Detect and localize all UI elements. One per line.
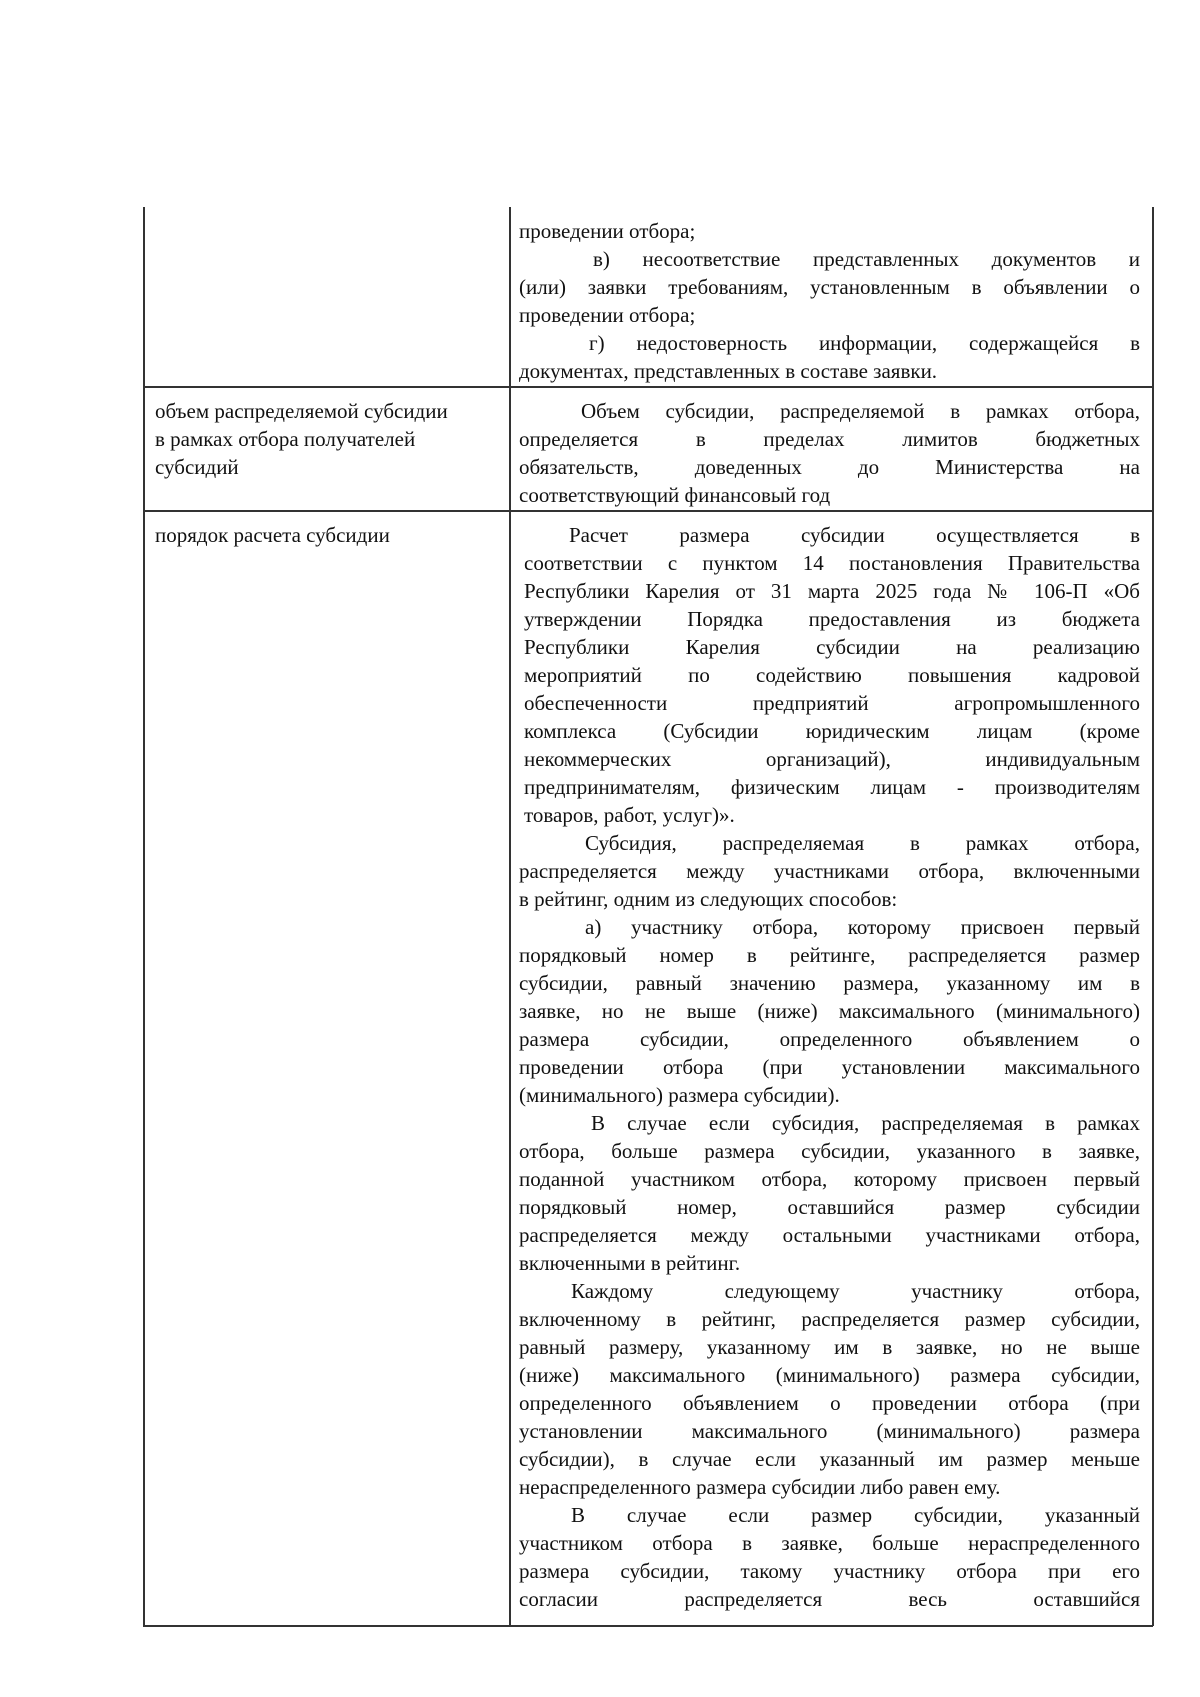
table-cell-line: проведении отбора;	[519, 219, 696, 243]
table-cell-line: г) недостоверность информации, содержащейся в	[589, 331, 1140, 355]
table-bottom-border	[143, 1625, 1153, 1627]
table-cell-line: распределяется между остальными участниками отбора,	[519, 1223, 1140, 1247]
table-cell-line: определяется в пределах лимитов бюджетных	[519, 427, 1140, 451]
table-cell-line: обеспеченности предприятий агропромышленного	[524, 691, 1140, 715]
table-cell-line: В случае если субсидия, распределяемая в рамках	[591, 1111, 1140, 1135]
table-cell-line: (ниже) максимального (минимального) размера субсидии,	[519, 1363, 1140, 1387]
table-cell-line: субсидии, равный значению размера, указанному им в	[519, 971, 1140, 995]
table-cell-line: комплекса (Субсидии юридическим лицам (кроме	[524, 719, 1140, 743]
table-cell-line: порядковый номер в рейтинге, распределяется размер	[519, 943, 1140, 967]
table-cell-line: определенного объявлением о проведении отбора (при	[519, 1391, 1140, 1415]
table-cell-line: документах, представленных в составе заявки.	[519, 359, 938, 383]
table-cell-line: проведении отбора (при установлении максимального	[519, 1055, 1140, 1079]
table-column-divider	[509, 207, 511, 1626]
table-cell-line: утверждении Порядка предоставления из бюджета	[524, 607, 1140, 631]
table-cell-line: размера субсидии, определенного объявлением о	[519, 1027, 1140, 1051]
table-cell-line: Расчет размера субсидии осуществляется в	[569, 523, 1140, 547]
table-cell-line: в рейтинг, одним из следующих способов:	[519, 887, 898, 911]
table-cell-line: предпринимателям, физическим лицам - производителям	[524, 775, 1140, 799]
table-left-border	[143, 207, 145, 1626]
table-cell-line: субсидии), в случае если указанный им размер меньше	[519, 1447, 1140, 1471]
table-row-label: в рамках отбора получателей	[155, 427, 416, 451]
table-row-label: порядок расчета субсидии	[155, 523, 390, 547]
table-cell-line: участником отбора в заявке, больше нераспределенного	[519, 1531, 1140, 1555]
table-cell-line: распределяется между участниками отбора, включенными	[519, 859, 1140, 883]
table-cell-line: размера субсидии, такому участнику отбора при его	[519, 1559, 1140, 1583]
table-row-label: объем распределяемой субсидии	[155, 399, 448, 423]
table-row-divider	[143, 386, 1153, 388]
table-cell-line: равный размеру, указанному им в заявке, но не выше	[519, 1335, 1140, 1359]
table-cell-line: товаров, работ, услуг)».	[524, 803, 735, 827]
table-cell-line: установлении максимального (минимального) размера	[519, 1419, 1140, 1443]
table-cell-line: Республики Карелия от 31 марта 2025 года № 106-П «Об	[524, 579, 1140, 603]
table-cell-line: Субсидия, распределяемая в рамках отбора,	[585, 831, 1140, 855]
table-row-label: субсидий	[155, 455, 239, 479]
table-cell-line: обязательств, доведенных до Министерства на	[519, 455, 1140, 479]
table-cell-line: включенными в рейтинг.	[519, 1251, 741, 1275]
table-cell-line: проведении отбора;	[519, 303, 696, 327]
table-cell-line: мероприятий по содействию повышения кадровой	[524, 663, 1140, 687]
table-cell-line: Республики Карелия субсидии на реализацию	[524, 635, 1140, 659]
table-cell-line: Объем субсидии, распределяемой в рамках отбора,	[581, 399, 1140, 423]
table-cell-line: в) несоответствие представленных документов и	[593, 247, 1140, 271]
table-cell-line: заявке, но не выше (ниже) максимального (минимального)	[519, 999, 1140, 1023]
table-cell-line: а) участнику отбора, которому присвоен первый	[585, 915, 1140, 939]
table-cell-line: согласии распределяется весь оставшийся	[519, 1587, 1140, 1611]
table-cell-line: некоммерческих организаций), индивидуальным	[524, 747, 1140, 771]
table-cell-line: В случае если размер субсидии, указанный	[571, 1503, 1140, 1527]
table-cell-line: включенному в рейтинг, распределяется размер субсидии,	[519, 1307, 1140, 1331]
table-cell-line: Каждому следующему участнику отбора,	[571, 1279, 1140, 1303]
table-cell-line: соответствующий финансовый год	[519, 483, 831, 507]
table-cell-line: (или) заявки требованиям, установленным в объявлении о	[519, 275, 1140, 299]
table-cell-line: (минимального) размера субсидии).	[519, 1083, 840, 1107]
table-cell-line: отбора, больше размера субсидии, указанного в заявке,	[519, 1139, 1140, 1163]
table-cell-line: порядковый номер, оставшийся размер субсидии	[519, 1195, 1140, 1219]
table-cell-line: соответствии с пунктом 14 постановления Правительства	[524, 551, 1140, 575]
table-right-border	[1152, 207, 1154, 1626]
table-cell-line: поданной участником отбора, которому присвоен первый	[519, 1167, 1140, 1191]
table-cell-line: нераспределенного размера субсидии либо равен ему.	[519, 1475, 1001, 1499]
table-row-divider	[143, 510, 1153, 512]
